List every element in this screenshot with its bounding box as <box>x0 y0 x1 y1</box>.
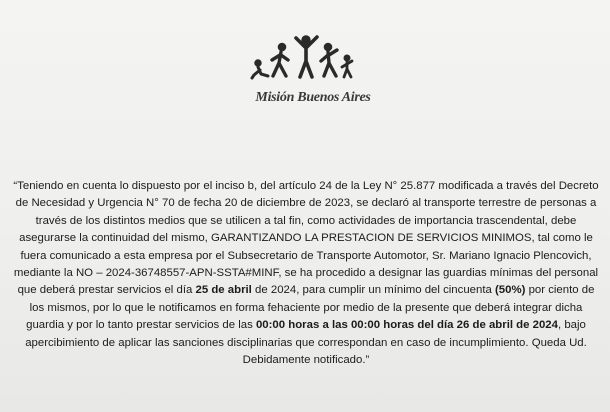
notice-text: “Teniendo en cuenta lo dispuesto por el inciso b, del artículo 24 de la Ley N° 25.877 modificada a través del Decreto de Necesidad y Urgencia N° 70 de fecha 20 de diciembre de 2023, se declaró al transporte terrestre de personas a través de los distintos medios que se utilicen a tal fin, como actividades de importancia trascendental, debe asegurarse la continuidad del mismo, GARANTIZANDO LA PRESTACION DE SERVICIOS MINIMOS, tal como le fuera comunicado a esta empresa por el Subsecretario de Transporte Automotor, Sr. Mariano Ignacio Plencovich, mediante la NO – 2024-36748557-APN-SSTA#MINF, se ha procedido a designar las guardias mínimas del personal que deberá prestar servicios el día <box>13 180 599 297</box>
notice-text: por ciento de los mismos, por lo que le notificamos en forma fehaciente por medio de la presente que deberá integrar dicha guardia y por lo tanto prestar servicios de las <box>26 284 595 332</box>
notice-percent-bold: (50%) <box>495 284 526 297</box>
notice-date-bold: 25 de abril <box>195 284 252 297</box>
notice-paragraph <box>10 178 602 369</box>
notice-text: de 2024, para cumplir un mínimo del cincuenta <box>255 284 492 297</box>
company-logo <box>238 30 388 112</box>
family-figures-icon <box>248 30 358 84</box>
notice-text: , bajo apercibimiento de aplicar las sanciones disciplinarias que correspondan en caso de incumplimiento. Queda Ud. Debidamente notificado.” <box>25 319 587 367</box>
notice-hours-bold: 00:00 horas a las 00:00 horas del día 26 de abril de 2024 <box>255 319 558 332</box>
brand-name: Misión Buenos Aires <box>255 90 371 105</box>
